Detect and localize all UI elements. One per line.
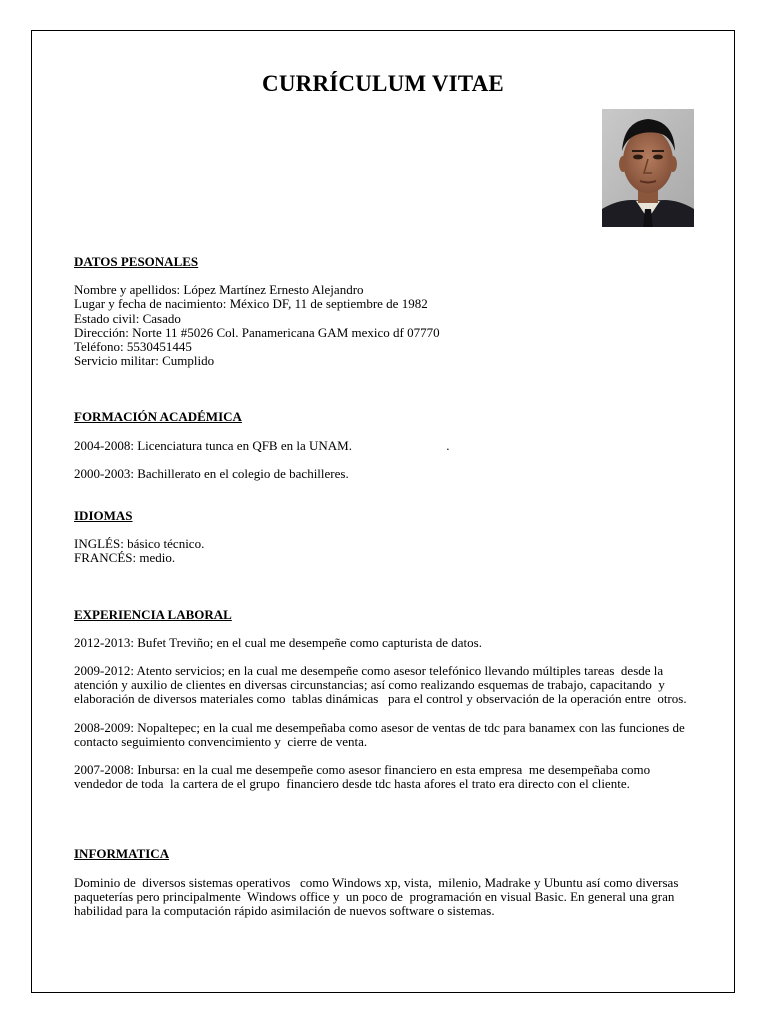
experience-item: 2012-2013: Bufet Treviño; en el cual me desempeñe como capturista de datos. [74, 634, 482, 650]
personal-address: Dirección: Norte 11 #5026 Col. Panamericana GAM mexico df 07770 [74, 324, 440, 340]
language-item: FRANCÉS: medio. [74, 550, 176, 566]
experience-item: 2008-2009: Nopaltepec; en la cual me desempeñaba como asesor de ventas de tdc para banamex con las funciones de contacto seguimiento convencimiento y cierre de venta. [74, 719, 689, 749]
page-title: CURRÍCULUM VITAE [262, 71, 504, 96]
experience-item: 2007-2008: Inbursa: en la cual me desempeñe como asesor financiero en esta empresa me desempeñaba como vendedor de toda la cartera de el grupo financiero desde tdc hasta afores el trato era directo con el cliente. [74, 762, 654, 792]
personal-birth: Lugar y fecha de nacimiento: México DF, 11 de septiembre de 1982 [74, 296, 428, 312]
personal-phone: Teléfono: 5530451445 [74, 339, 192, 355]
section-heading-languages: IDIOMAS [74, 508, 133, 524]
section-heading-experience: EXPERIENCIA LABORAL [74, 606, 232, 622]
section-heading-education: FORMACIÓN ACADÉMICA [74, 409, 242, 425]
portrait-photo [602, 109, 694, 227]
personal-civil-status: Estado civil: Casado [74, 310, 181, 326]
section-heading-personal: DATOS PESONALES [74, 254, 199, 269]
education-item: 2004-2008: Licenciatura tunca en QFB en la UNAM. . [74, 437, 450, 453]
language-item: INGLÉS: básico técnico. [74, 536, 205, 552]
section-heading-it: INFORMATICA [74, 846, 170, 862]
education-item: 2000-2003: Bachillerato en el colegio de bachilleres. [74, 465, 349, 481]
it-description: Dominio de diversos sistemas operativos como Windows xp, vista, milenio, Madrake y Ubuntu así como diversas paqueterías pero principalmente Windows office y un poco de programación en visual Basic. En general una gran habilidad para la computación rápido asimilación de nuevos software o sistemas. [74, 874, 682, 919]
experience-item: 2009-2012: Atento servicios; en la cual me desempeñe como asesor telefónico llevando múltiples tareas desde la atención y auxilio de clientes en diversas circunstancias; así como realizando esquemas de trabajo, capacitando y elaboración de diversos materiales como tablas dinámicas para el control y observación de la operación entre otros. [74, 663, 687, 707]
personal-military: Servicio militar: Cumplido [74, 353, 215, 369]
personal-name: Nombre y apellidos: López Martínez Ernesto Alejandro [74, 282, 364, 298]
cv-page [31, 30, 735, 993]
cv-content [74, 255, 694, 918]
